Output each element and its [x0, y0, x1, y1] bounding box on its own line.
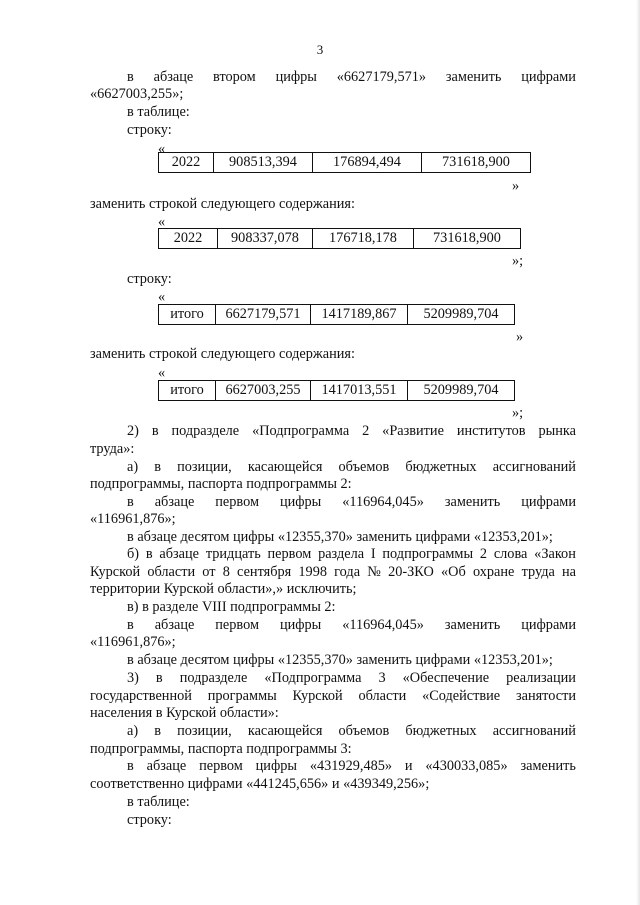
word: в — [127, 494, 134, 510]
word: цифры — [255, 758, 297, 774]
table-cell: 731618,900 — [422, 153, 531, 173]
justified-line — [90, 564, 576, 581]
word: I — [370, 546, 376, 562]
word: государственной — [90, 688, 192, 704]
word: цифры — [275, 69, 317, 85]
word: «Закон — [534, 546, 576, 562]
word: сентября — [237, 564, 292, 580]
close-quote: » — [516, 329, 524, 345]
word: заменить — [444, 494, 501, 510]
word: объемов — [338, 459, 390, 475]
justified-line — [127, 670, 576, 687]
word: цифры — [279, 617, 322, 633]
text-line: в) в разделе VIII подпрограммы 2: — [127, 599, 336, 615]
text-line: строку: — [127, 122, 172, 138]
word: абзаце — [154, 617, 195, 633]
word: в — [145, 546, 153, 562]
word: «Развитие — [382, 423, 444, 439]
justified-line — [127, 723, 576, 740]
table-cell: 1417013,551 — [311, 381, 408, 401]
word: абзаце — [146, 758, 187, 774]
word: первом — [215, 494, 259, 510]
word: в — [155, 670, 163, 686]
word: 3) — [127, 670, 139, 686]
text-line: труда»: — [90, 441, 135, 457]
word: а) — [127, 723, 139, 739]
text-line: строку: — [127, 812, 172, 828]
word: заменить — [444, 617, 501, 633]
word: первом — [215, 617, 259, 633]
text-line: подпрограммы, паспорта подпрограммы 3: — [90, 741, 352, 757]
word: цифры — [279, 494, 322, 510]
text-line: «6627003,255»; — [90, 86, 184, 102]
word: реализации — [506, 670, 576, 686]
table-row — [159, 305, 515, 325]
table-cell: итого — [159, 305, 216, 325]
word: «116964,045» — [342, 617, 424, 633]
word: 8 — [222, 564, 230, 580]
word: подразделе — [179, 670, 248, 686]
word: области — [358, 688, 407, 704]
word: первом — [199, 758, 243, 774]
word: заменить — [445, 69, 502, 85]
word: позиции, — [177, 459, 232, 475]
word: занятости — [515, 688, 576, 704]
table-row — [159, 381, 515, 401]
justified-line — [127, 546, 576, 563]
data-table-3 — [158, 304, 515, 325]
word: программы — [207, 688, 277, 704]
table-cell: 5209989,704 — [408, 305, 515, 325]
word: ассигнований — [492, 723, 576, 739]
open-quote: « — [158, 214, 166, 230]
close-quote: » — [512, 178, 520, 194]
word: б) — [127, 546, 140, 562]
text-line: строку: — [127, 271, 172, 287]
text-line: в абзаце десятом цифры «12355,370» заменить цифрами «12353,201»; — [127, 529, 553, 545]
justified-line — [127, 459, 576, 476]
word: в — [127, 758, 134, 774]
table-cell: 731618,900 — [414, 229, 521, 249]
word: в — [154, 459, 161, 475]
word: 2 — [479, 546, 488, 562]
word: 2 — [362, 423, 370, 439]
word: тридцать — [205, 546, 261, 562]
table-cell: 2022 — [159, 153, 214, 173]
table-cell: 6627003,255 — [216, 381, 311, 401]
text-line: заменить строкой следующего содержания: — [90, 196, 355, 212]
text-line: в таблице: — [127, 794, 190, 810]
word: «116964,045» — [342, 494, 424, 510]
text-line: территории Курской области»,» исключить; — [90, 581, 357, 597]
word: абзаце — [153, 69, 194, 85]
close-quote: »; — [512, 253, 524, 269]
word: области — [147, 564, 196, 580]
text-line: в абзаце десятом цифры «12355,370» заменить цифрами «12353,201»; — [127, 652, 553, 668]
word: цифрами — [521, 494, 576, 510]
word: на — [562, 564, 576, 580]
word: подпрограммы — [382, 546, 474, 562]
word: цифрами — [521, 617, 576, 633]
data-table-1 — [158, 152, 531, 173]
word: касающейся — [247, 459, 323, 475]
word: 20-ЗКО — [388, 564, 434, 580]
word: «6627179,571» — [336, 69, 427, 85]
word: бюджетных — [405, 723, 477, 739]
word: цифрами — [521, 69, 576, 85]
table-cell: 1417189,867 — [311, 305, 408, 325]
word: заменить — [520, 758, 576, 774]
table-cell: 2022 — [159, 229, 218, 249]
justified-line — [127, 494, 576, 511]
word: и — [404, 758, 413, 774]
open-quote: « — [158, 365, 166, 381]
word: «Подпрограмма — [252, 423, 350, 439]
text-line: заменить строкой следующего содержания: — [90, 346, 355, 362]
close-quote: »; — [512, 405, 524, 421]
justified-line — [90, 688, 576, 705]
word: ассигнований — [492, 459, 576, 475]
word: касающейся — [247, 723, 323, 739]
word: от — [202, 564, 216, 580]
text-line: в таблице: — [127, 104, 190, 120]
word: в — [151, 423, 159, 439]
word: абзаце — [154, 494, 195, 510]
word: труда — [521, 564, 555, 580]
word: Курской — [90, 564, 141, 580]
word: слова — [493, 546, 528, 562]
word: институтов — [456, 423, 526, 439]
justified-line — [127, 423, 576, 440]
table-row — [159, 229, 521, 249]
word: втором — [213, 69, 256, 85]
word: 3 — [378, 670, 386, 686]
table-cell: 908337,078 — [218, 229, 313, 249]
table-cell: 176718,178 — [313, 229, 414, 249]
word: позиции, — [177, 723, 232, 739]
word: «Содействие — [422, 688, 501, 704]
data-table-4 — [158, 380, 515, 401]
word: в — [127, 617, 134, 633]
justified-line — [127, 758, 576, 775]
table-cell: 908513,394 — [214, 153, 313, 173]
table-cell: итого — [159, 381, 216, 401]
word: подразделе — [171, 423, 240, 439]
word: № — [367, 564, 381, 580]
word: раздела — [318, 546, 365, 562]
word: «Подпрограмма — [264, 670, 362, 686]
word: объемов — [338, 723, 390, 739]
justified-line — [127, 69, 576, 86]
table-cell: 6627179,571 — [216, 305, 311, 325]
word: «Об — [441, 564, 466, 580]
text-line: населения в Курской области»: — [90, 705, 279, 721]
text-line: «116961,876»; — [90, 634, 176, 650]
word: «430033,085» — [425, 758, 508, 774]
word: «431929,485» — [309, 758, 393, 774]
word: года — [334, 564, 361, 580]
word: абзаце — [159, 546, 200, 562]
text-line: «116961,876»; — [90, 511, 176, 527]
table-cell: 176894,494 — [313, 153, 422, 173]
word: рынка — [538, 423, 576, 439]
word: охране — [472, 564, 515, 580]
word: Курской — [292, 688, 343, 704]
table-cell: 5209989,704 — [408, 381, 515, 401]
page-number: 3 — [316, 42, 324, 57]
word: а) — [127, 459, 139, 475]
word: «Обеспечение — [402, 670, 490, 686]
word: 2) — [127, 423, 139, 439]
table-row — [159, 153, 531, 173]
word: первом — [267, 546, 312, 562]
word: в — [127, 69, 134, 85]
word: 1998 — [298, 564, 327, 580]
justified-line — [127, 617, 576, 634]
text-line: подпрограммы, паспорта подпрограммы 2: — [90, 476, 352, 492]
word: бюджетных — [405, 459, 477, 475]
word: в — [154, 723, 161, 739]
scan-edge-shadow — [636, 0, 640, 905]
open-quote: « — [158, 141, 166, 157]
text-line: соответственно цифрами «441245,656» и «439349,256»; — [90, 776, 430, 792]
open-quote: « — [158, 289, 166, 305]
data-table-2 — [158, 228, 521, 249]
